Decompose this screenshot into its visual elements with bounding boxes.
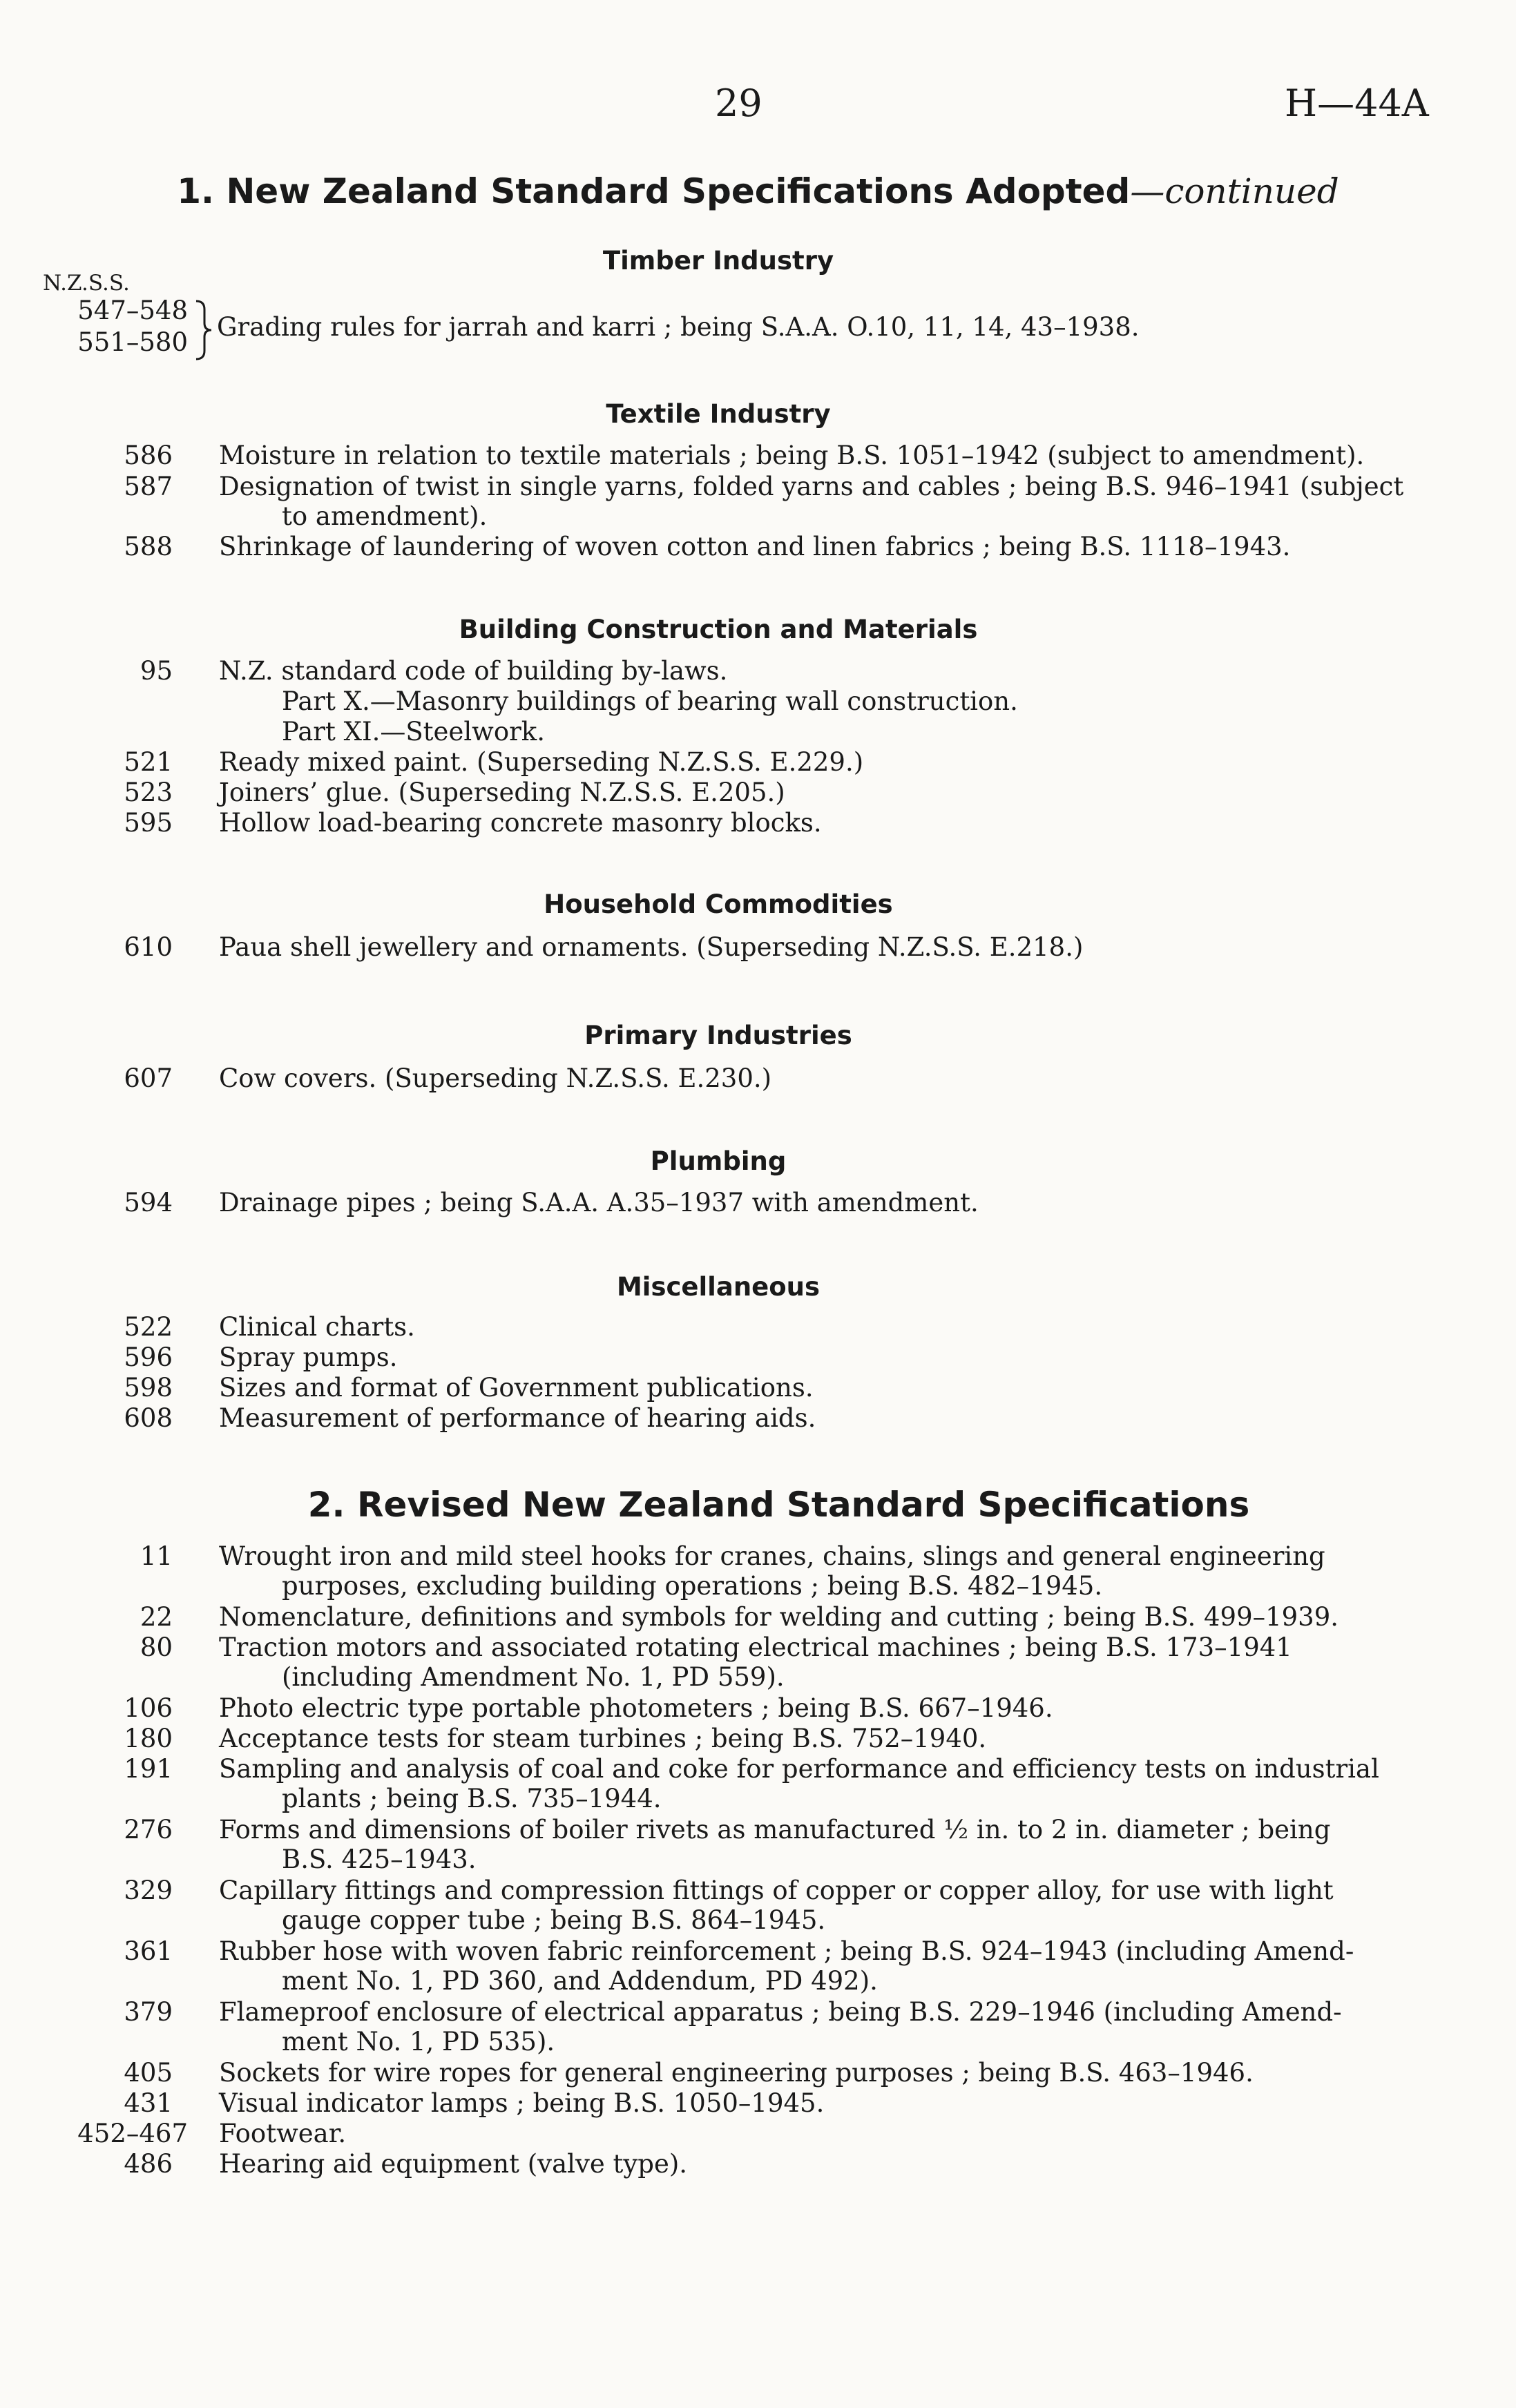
list-item: Paua shell jewellery and ornaments. (Superseding N.Z.S.S. E.218.) xyxy=(219,932,1084,962)
list-item: N.Z. standard code of building by-laws. xyxy=(219,656,728,686)
list-item-number: 595 xyxy=(124,808,173,838)
list-item: Wrought iron and mild steel hooks for cranes, chains, slings and general engineering xyxy=(219,1541,1325,1571)
list-item-subpart: Part X.—Masonry buildings of bearing wall construction. xyxy=(282,686,1018,716)
list-item: Rubber hose with woven fabric reinforcement ; being B.S. 924–1943 (including Amend- xyxy=(219,1936,1354,1966)
list-item-number: 95 xyxy=(140,656,173,686)
list-item-number: 452–467 xyxy=(77,2119,188,2148)
nzss-label: N.Z.S.S. xyxy=(43,271,130,296)
list-item-number: 596 xyxy=(124,1342,173,1372)
list-item: Forms and dimensions of boiler rivets as manufactured ½ in. to 2 in. diameter ; being xyxy=(219,1815,1331,1844)
list-item-number: 431 xyxy=(124,2088,173,2118)
timber-industry-heading: Timber Industry xyxy=(602,246,834,276)
list-item: Traction motors and associated rotating electrical machines ; being B.S. 173–1941 xyxy=(219,1632,1292,1662)
list-item-continued: purposes, excluding building operations ; being B.S. 482–1945. xyxy=(282,1571,1103,1601)
brace-icon xyxy=(193,298,214,362)
list-item-number: 610 xyxy=(124,932,173,962)
miscellaneous-heading: Miscellaneous xyxy=(616,1272,821,1302)
list-item: Designation of twist in single yarns, folded yarns and cables ; being B.S. 946–1941 (subject xyxy=(219,472,1404,501)
list-item-number: 486 xyxy=(124,2149,173,2179)
list-item: Footwear. xyxy=(219,2119,347,2148)
building-construction-heading: Building Construction and Materials xyxy=(459,615,978,644)
section-1-title: 1. New Zealand Standard Specifications Adopted—continued xyxy=(177,171,1339,211)
list-item: Flameproof enclosure of electrical apparatus ; being B.S. 229–1946 (including Amend- xyxy=(219,1997,1342,2027)
list-item: Visual indicator lamps ; being B.S. 1050–1945. xyxy=(219,2088,825,2118)
list-item: Photo electric type portable photometers ; being B.S. 667–1946. xyxy=(219,1693,1053,1723)
list-item-continued: (including Amendment No. 1, PD 559). xyxy=(282,1662,785,1692)
household-commodities-heading: Household Commodities xyxy=(544,889,893,919)
list-item: Ready mixed paint. (Superseding N.Z.S.S. E.229.) xyxy=(219,747,864,777)
list-item-number: 522 xyxy=(124,1312,173,1342)
list-item-number: 80 xyxy=(140,1632,173,1662)
list-item: Sizes and format of Government publications. xyxy=(219,1373,814,1403)
list-item: Hollow load-bearing concrete masonry blocks. xyxy=(219,808,822,838)
list-item: Acceptance tests for steam turbines ; being B.S. 752–1940. xyxy=(219,1724,987,1753)
list-item-number: 607 xyxy=(124,1063,173,1093)
list-item: Measurement of performance of hearing aids. xyxy=(219,1403,816,1433)
list-item-number: 588 xyxy=(124,532,173,561)
list-item-continued: gauge copper tube ; being B.S. 864–1945. xyxy=(282,1905,826,1935)
list-item-number: 11 xyxy=(140,1541,173,1571)
list-item: Moisture in relation to textile materials ; being B.S. 1051–1942 (subject to amendment). xyxy=(219,441,1365,470)
list-item-number: 379 xyxy=(124,1997,173,2027)
primary-industries-heading: Primary Industries xyxy=(584,1021,852,1050)
list-item: Nomenclature, definitions and symbols for welding and cutting ; being B.S. 499–1939. xyxy=(219,1602,1339,1632)
list-item-number: 608 xyxy=(124,1403,173,1433)
list-item: Shrinkage of laundering of woven cotton and linen fabrics ; being B.S. 1118–1943. xyxy=(219,532,1291,561)
list-item-continued: plants ; being B.S. 735–1944. xyxy=(282,1784,662,1813)
list-item-number: 587 xyxy=(124,472,173,501)
list-item: Sockets for wire ropes for general engineering purposes ; being B.S. 463–1946. xyxy=(219,2058,1254,2088)
list-item: Capillary fittings and compression fittings of copper or copper alloy, for use with light xyxy=(219,1876,1334,1905)
list-item-number: 523 xyxy=(124,778,173,807)
list-item: Hearing aid equipment (valve type). xyxy=(219,2149,688,2179)
list-item: Joiners’ glue. (Superseding N.Z.S.S. E.205.) xyxy=(219,778,785,807)
list-item-number: 598 xyxy=(124,1373,173,1403)
page-number: 29 xyxy=(715,81,762,125)
list-item-number: 106 xyxy=(124,1693,173,1723)
nzss-range-a: 547–548 xyxy=(77,296,188,325)
list-item: Cow covers. (Superseding N.Z.S.S. E.230.) xyxy=(219,1063,772,1093)
list-item-number: 594 xyxy=(124,1188,173,1217)
list-item: Clinical charts. xyxy=(219,1312,415,1342)
list-item: Sampling and analysis of coal and coke for performance and efficiency tests on industrial xyxy=(219,1754,1379,1784)
nzss-range-b: 551–580 xyxy=(77,327,188,357)
list-item-number: 276 xyxy=(124,1815,173,1844)
list-item-continued: B.S. 425–1943. xyxy=(282,1844,477,1874)
plumbing-heading: Plumbing xyxy=(650,1146,787,1176)
list-item-number: 361 xyxy=(124,1936,173,1966)
textile-industry-heading: Textile Industry xyxy=(606,399,831,429)
list-item: Drainage pipes ; being S.A.A. A.35–1937 with amendment. xyxy=(219,1188,979,1217)
list-item-number: 405 xyxy=(124,2058,173,2088)
list-item-continued: ment No. 1, PD 535). xyxy=(282,2027,555,2057)
list-item-continued: to amendment). xyxy=(282,501,488,531)
list-item-number: 521 xyxy=(124,747,173,777)
list-item: Spray pumps. xyxy=(219,1342,398,1372)
list-item-number: 329 xyxy=(124,1876,173,1905)
list-item-number: 22 xyxy=(140,1602,173,1632)
list-item-continued: ment No. 1, PD 360, and Addendum, PD 492). xyxy=(282,1966,878,1996)
timber-grading-text: Grading rules for jarrah and karri ; being S.A.A. O.10, 11, 14, 43–1938. xyxy=(217,312,1140,342)
list-item-number: 191 xyxy=(124,1754,173,1784)
section-2-title: 2. Revised New Zealand Standard Specifications xyxy=(307,1485,1250,1525)
list-item-number: 586 xyxy=(124,441,173,470)
document-reference: H—44A xyxy=(1285,81,1429,125)
list-item-number: 180 xyxy=(124,1724,173,1753)
list-item-subpart: Part XI.—Steelwork. xyxy=(282,717,545,747)
